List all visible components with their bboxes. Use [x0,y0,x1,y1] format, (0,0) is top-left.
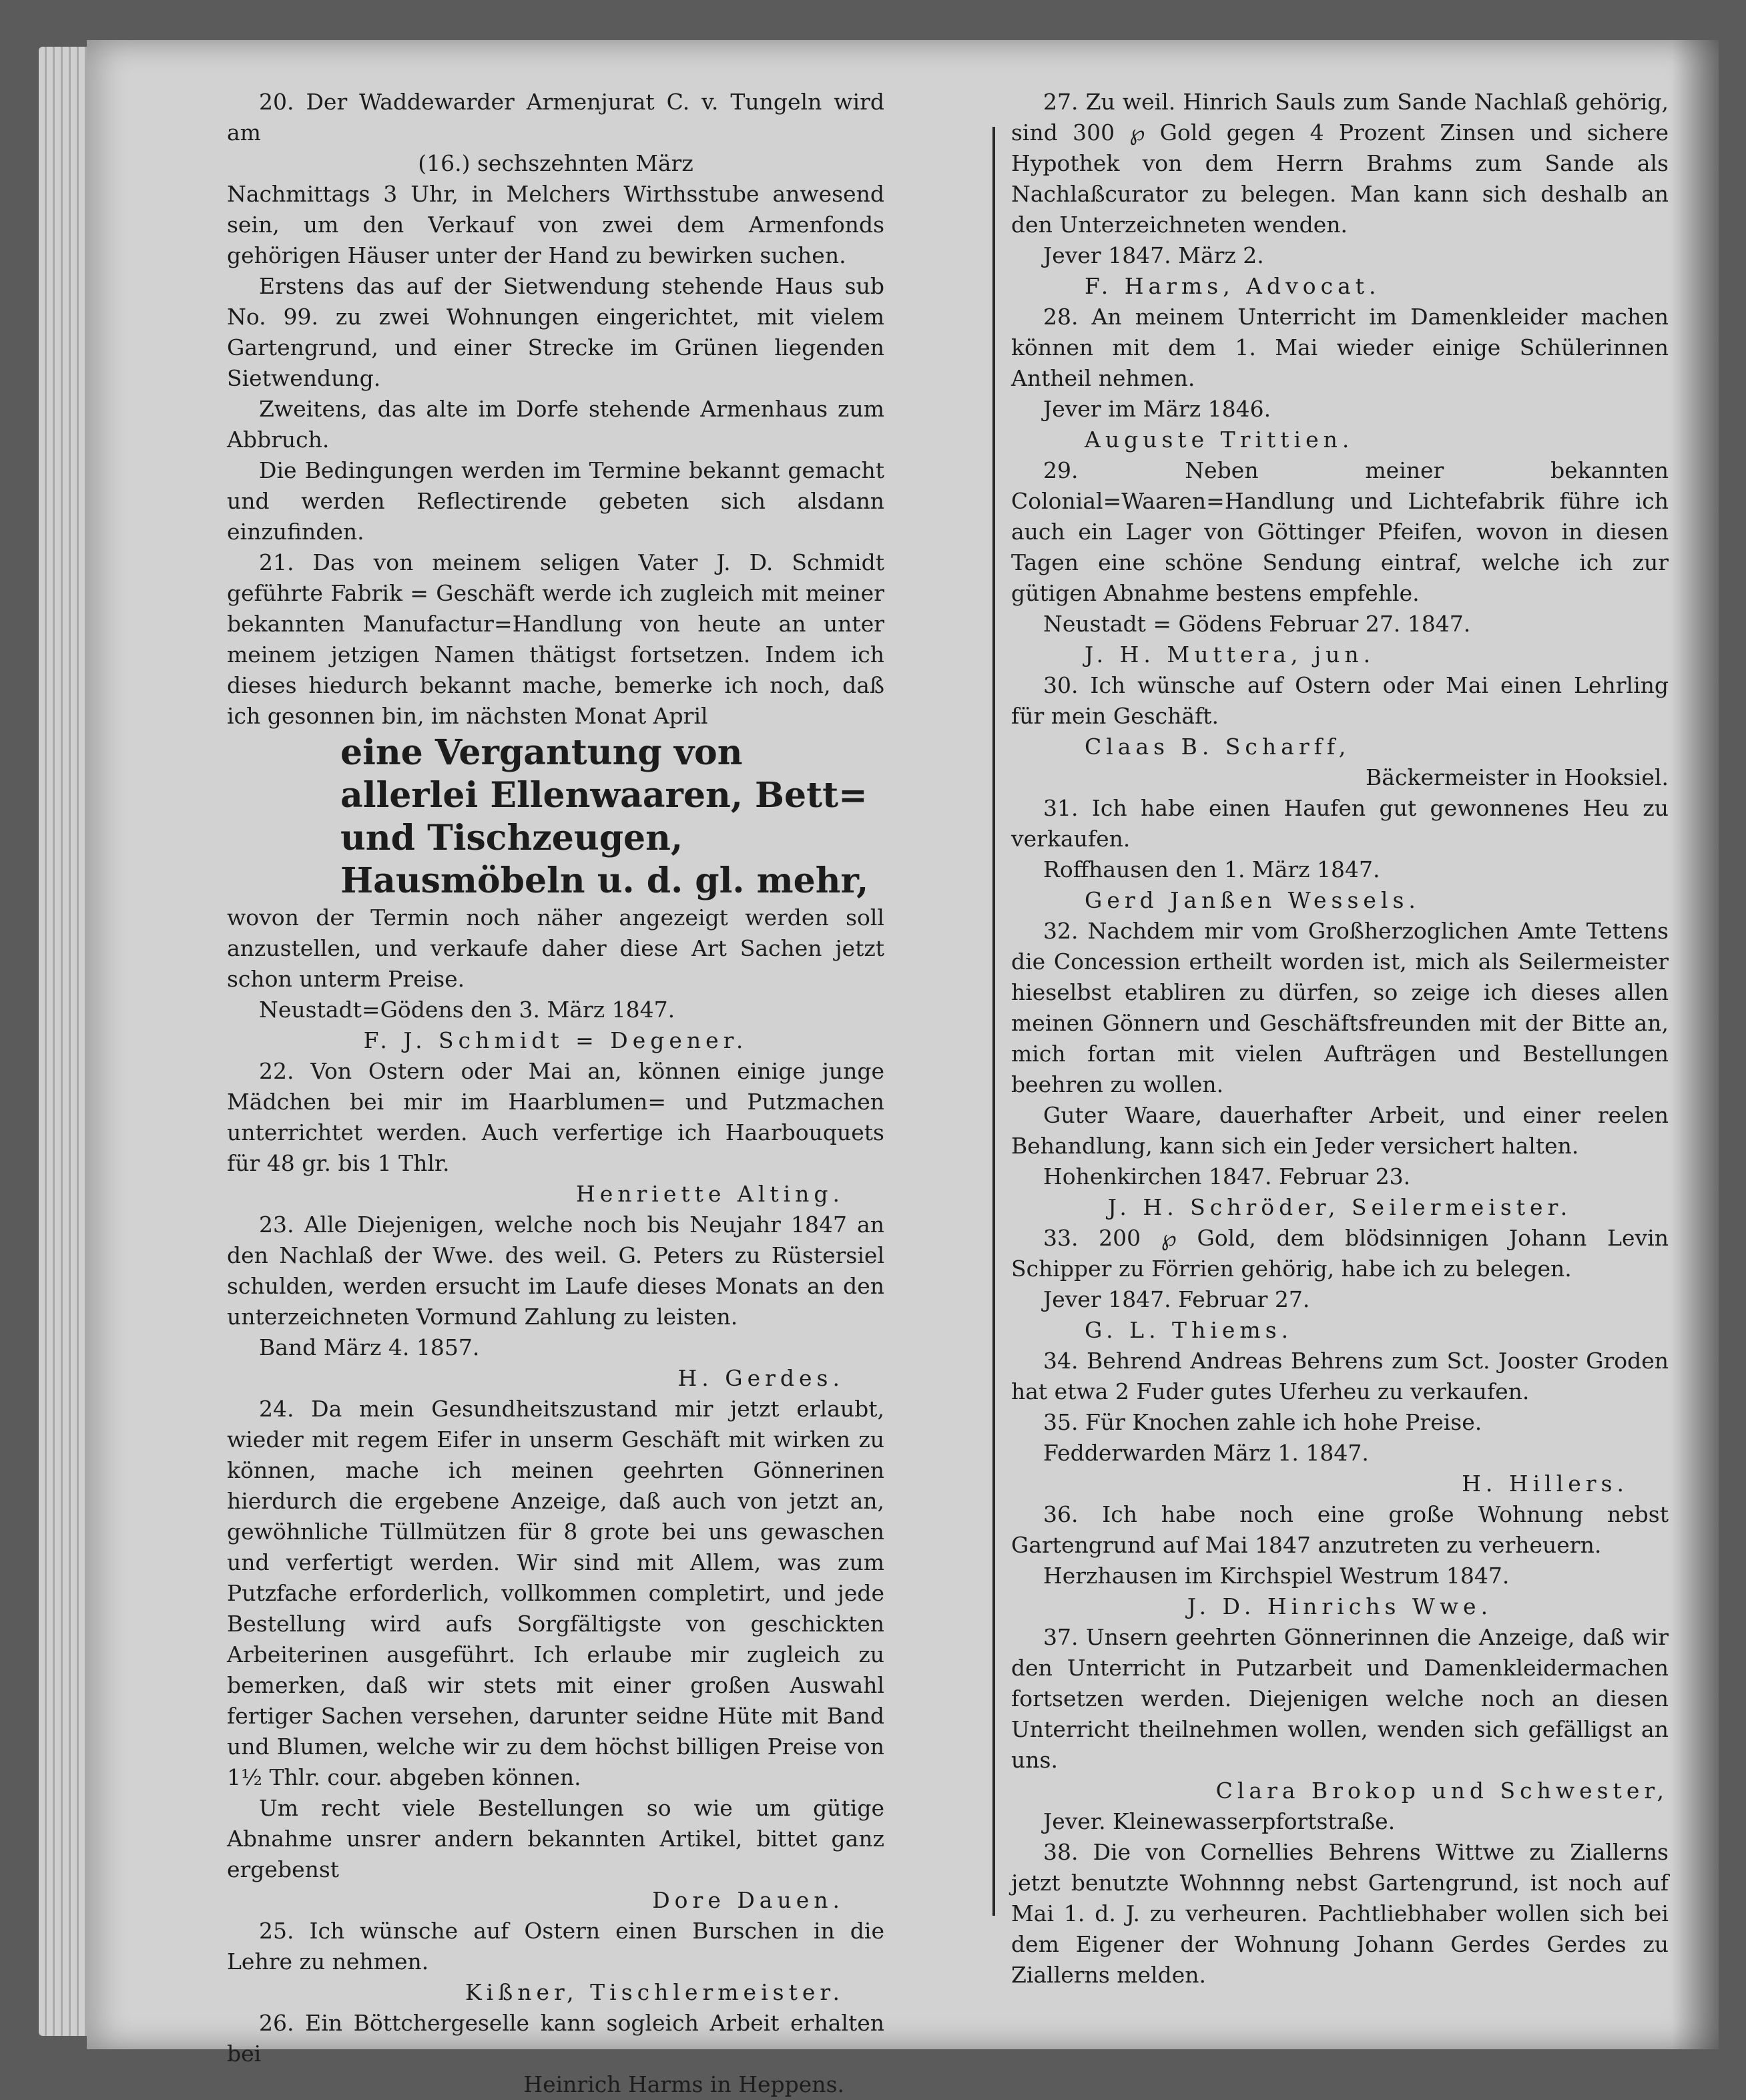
left-paragraph: Dore Dauen. [652,1887,844,1913]
left-paragraph: H. Gerdes. [677,1365,844,1391]
right-paragraph: 29. Neben meiner bekannten Colonial=Waaren=Handlung und Lichtefabrik führe ich auch ein Lager von Göttinger Pfeifen, wovon in diesen Tagen eine schöne Sendung eintraf, welche ich zur gütigen Abnahme bestens empfehle. [1011,457,1669,606]
right-paragraph: J. H. Muttera, jun. [1085,641,1376,668]
left-paragraph: Henriette Alting. [575,1181,844,1207]
right-paragraph: Auguste Trittien. [1085,427,1354,453]
right-paragraph: 27. Zu weil. Hinrich Sauls zum Sande Nachlaß gehörig, sind 300 ℘ Gold gegen 4 Prozent Zinsen und sichere Hypothek von dem Herrn Brahms zum Sande als Nachlaßcurator zu belegen. Man kann sich deshalb an den Unterzeichneten wenden. [1011,89,1669,238]
left-paragraph: Neustadt=Gödens den 3. März 1847. [259,997,675,1023]
right-paragraph: J. D. Hinrichs Wwe. [1187,1593,1493,1619]
left-paragraph: 22. Von Ostern oder Mai an, können einige junge Mädchen bei mir im Haarblumen= und Putzmachen unterrichtet werden. Auch verfertige ich Haarbouquets für 48 gr. bis 1 Thlr. [227,1058,884,1176]
right-paragraph: 35. Für Knochen zahle ich hohe Preise. [1043,1409,1482,1435]
right-column [1011,87,1669,1991]
right-paragraph: 31. Ich habe einen Haufen gut gewonnenes Heu zu verkaufen. [1011,795,1669,852]
right-paragraph: 30. Ich wünsche auf Ostern oder Mai einen Lehrling für mein Geschäft. [1011,672,1669,729]
left-paragraph: 23. Alle Diejenigen, welche noch bis Neujahr 1847 an den Nachlaß der Wwe. des weil. G. Peters zu Rüstersiel schulden, werden ersucht im Laufe dieses Monats an den unterzeichneten Vormund Zahlung zu leisten. [227,1212,884,1330]
right-paragraph: Clara Brokop und Schwester, [1215,1778,1669,1804]
left-paragraph: F. J. Schmidt = Degener. [363,1027,748,1053]
right-paragraph: Jever 1847. Februar 27. [1043,1286,1310,1312]
right-paragraph: Jever 1847. März 2. [1043,242,1264,268]
left-paragraph: 25. Ich wünsche auf Ostern einen Burschen in die Lehre zu nehmen. [227,1918,884,1975]
right-paragraph: 36. Ich habe noch eine große Wohnung nebst Gartengrund auf Mai 1847 anzutreten zu verheuern. [1011,1501,1669,1558]
right-paragraph: Bäckermeister in Hooksiel. [1366,764,1669,790]
left-paragraph: 20. Der Waddewarder Armenjurat C. v. Tungeln wird am [227,89,884,146]
left-paragraph: Band März 4. 1857. [259,1334,480,1360]
right-paragraph: Roffhausen den 1. März 1847. [1043,856,1380,882]
right-paragraph: Hohenkirchen 1847. Februar 23. [1043,1163,1411,1190]
right-paragraph: H. Hillers. [1462,1471,1629,1497]
left-paragraph: 24. Da mein Gesundheitszustand mir jetzt erlaubt, wieder mit regem Eifer in unserm Geschäft mit wirken zu können, mache ich meinen geehrten Gönnerinen hierdurch die ergebene Anzeige, daß auch von jetzt an, gewöhnliche Tüllmützen für 8 grote bei uns gewaschen und verfertigt werden. Wir sind mit Allem, was zum Putzfache erforderlich, vollkommen completirt, und jede Bestellung wird aufs Sorgfältigste von geschickten Arbeiterinen ausgeführt. Ich erlaube mir zugleich zu bemerken, daß wir stets mit einer großen Auswahl fertiger Sachen versehen, darunter seidne Hüte mit Band und Blumen, welche wir zu dem höchst billigen Preise von 1½ Thlr. cour. abgeben können. [227,1396,884,1790]
left-paragraph: Erstens das auf der Sietwendung stehende Haus sub No. 99. zu zwei Wohnungen eingerichtet, mit vielem Gartengrund, und einer Strecke im Grünen liegenden Sietwendung. [227,273,884,391]
right-paragraph: J. H. Schröder, Seilermeister. [1107,1194,1572,1220]
left-paragraph: Zweitens, das alte im Dorfe stehende Armenhaus zum Abbruch. [227,396,884,453]
right-paragraph: Guter Waare, dauerhafter Arbeit, und einer reelen Behandlung, kann sich ein Jeder versichert halten. [1011,1102,1669,1159]
left-paragraph: Kißner, Tischlermeister. [465,1979,844,2005]
right-paragraph: Neustadt = Gödens Februar 27. 1847. [1043,611,1471,637]
left-paragraph: Heinrich Harms in Heppens. [523,2071,844,2097]
right-paragraph: 38. Die von Cornellies Behrens Wittwe zu Ziallerns jetzt benutzte Wohnnng nebst Gartengrund, ist noch auf Mai 1. d. J. zu verheuren. Pachtliebhaber wollen sich bei dem Eigener der Wohnung Johann Gerdes Gerdes zu Ziallerns melden. [1011,1839,1669,1988]
right-paragraph: Gerd Janßen Wessels. [1085,887,1420,913]
right-paragraph: G. L. Thiems. [1085,1317,1293,1343]
right-paragraph: Jever. Kleinewasserpfortstraße. [1043,1808,1396,1834]
right-paragraph: Jever im März 1846. [1043,396,1271,422]
left-paragraph: Nachmittags 3 Uhr, in Melchers Wirthsstube anwesend sein, um den Verkauf von zwei dem Armenfonds gehörigen Häuser unter der Hand zu bewirken suchen. [227,181,884,268]
column-divider [992,127,995,1916]
left-column [227,87,884,2100]
left-paragraph: eine Vergantung von allerlei Ellenwaaren, Bett= und Tischzeugen, Hausmöbeln u. d. gl. mehr, [340,732,869,901]
right-paragraph: 33. 200 ℘ Gold, dem blödsinnigen Johann Levin Schipper zu Förrien gehörig, habe ich zu belegen. [1011,1225,1669,1282]
right-paragraph: 34. Behrend Andreas Behrens zum Sct. Jooster Groden hat etwa 2 Fuder gutes Uferheu zu verkaufen. [1011,1348,1669,1404]
right-paragraph: 37. Unsern geehrten Gönnerinnen die Anzeige, daß wir den Unterricht in Putzarbeit und Damenkleidermachen fortsetzen werden. Diejenigen welche noch an diesen Unterricht theilnehmen wollen, wenden sich gefälligst an uns. [1011,1624,1669,1773]
right-paragraph: 32. Nachdem mir vom Großherzoglichen Amte Tettens die Concession ertheilt worden ist, mich als Seilermeister hieselbst etabliren zu dürfen, so zeige ich dieses allen meinen Gönnern und Geschäftsfreunden mit der Bitte an, mich fortan mit vielen Aufträgen und Bestellungen beehren zu wollen. [1011,918,1669,1097]
right-paragraph: F. Harms, Advocat. [1085,273,1381,299]
right-paragraph: Herzhausen im Kirchspiel Westrum 1847. [1043,1563,1510,1589]
right-paragraph: Fedderwarden März 1. 1847. [1043,1440,1369,1466]
left-paragraph: wovon der Termin noch näher angezeigt werden soll anzustellen, und verkaufe daher diese Art Sachen jetzt schon unterm Preise. [227,904,884,992]
left-paragraph: 21. Das von meinem seligen Vater J. D. Schmidt geführte Fabrik = Geschäft werde ich zugleich mit meiner bekannten Manufactur=Handlung von heute an unter meinem jetzigen Namen thätigst fortsetzen. Indem ich dieses hiedurch bekannt mache, bemerke ich noch, daß ich gesonnen bin, im nächsten Monat April [227,549,884,729]
spine-shadow [1672,40,1719,2049]
left-paragraph: 26. Ein Böttchergeselle kann sogleich Arbeit erhalten bei [227,2010,884,2067]
left-paragraph: Die Bedingungen werden im Termine bekannt gemacht und werden Reflectirende gebeten sich alsdann einzufinden. [227,457,884,545]
left-paragraph: (16.) sechszehnten März [418,150,693,176]
right-paragraph: Claas B. Scharff, [1085,734,1351,760]
right-paragraph: 28. An meinem Unterricht im Damenkleider machen können mit dem 1. Mai wieder einige Schülerinnen Antheil nehmen. [1011,304,1669,391]
left-paragraph: Um recht viele Bestellungen so wie um gütige Abnahme unsrer andern bekannten Artikel, bittet ganz ergebenst [227,1795,884,1882]
